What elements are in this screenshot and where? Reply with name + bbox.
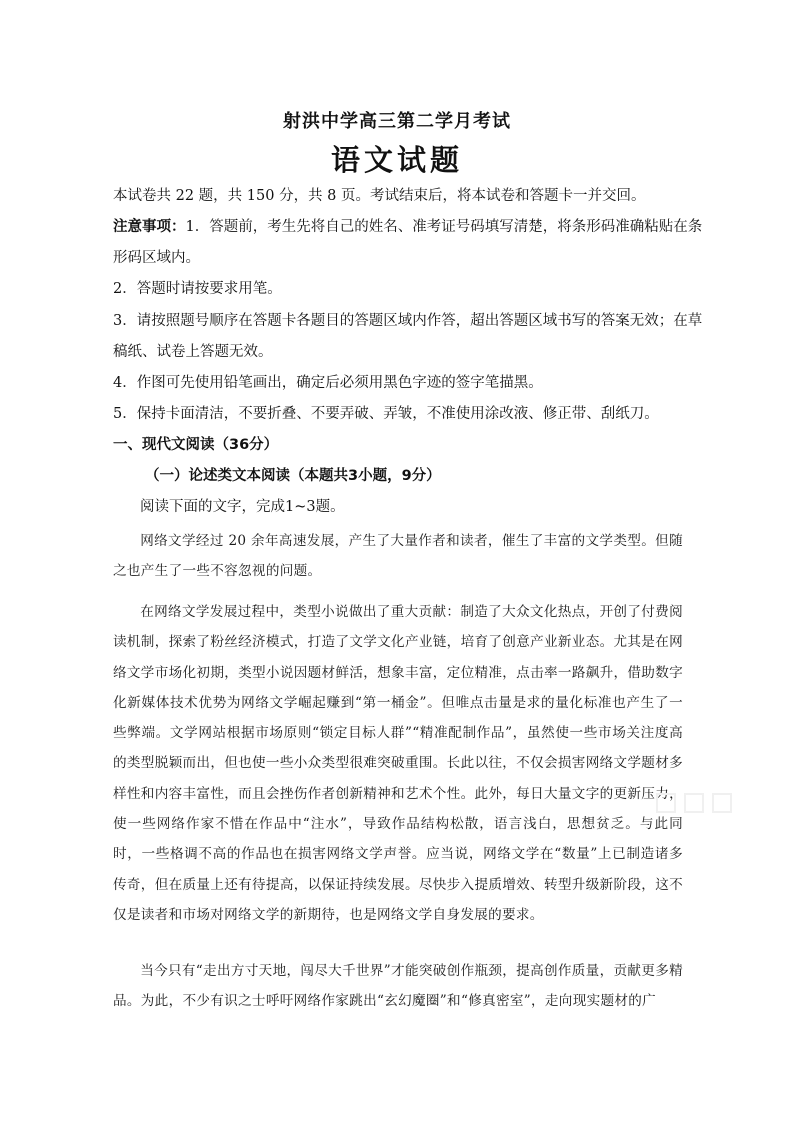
notice-item-5: 5．保持卡面清洁，不要折叠、不要弄破、弄皱，不准使用涂改液、修正带、刮纸刀。 — [113, 406, 659, 422]
school-title: 射洪中学高三第二学月考试 — [283, 111, 511, 132]
section-subheading: （一）论述类文本阅读（本题共3小题，9分） — [145, 468, 441, 484]
watermark-mark-icon — [655, 790, 745, 816]
notice-item-1-cont: 形码区域内。 — [113, 250, 200, 266]
watermark — [655, 790, 745, 822]
passage-paragraph-2: 在网络文学发展过程中，类型小说做出了重大贡献：制造了大众文化热点，开创了付费阅读机制，探索了粉丝经济模式，打造了文学文化产业链，培育了创意产业新业态。尤其是在网络文学市场化初期，类型小说因题材鲜活，想象丰富，定位精准，点击率一路飙升，借助数字化新媒体技术优势为网络文学崛起赚到“第一桶金”。但唯点击量是求的量化标准也产生了一些弊端。文学网站根据市场原则“锁定目标人群”“精准配制作品”，虽然使一些市场关注度高的类型脱颖而出，但也使一些小众类型很难突破重围。长此以往，不仅会损害网络文学题材多样性和内容丰富性，而且会挫伤作者创新精神和艺术个性。此外，每日大量文字的更新压力，使一些网络作家不惜在作品中“注水”，导致作品结构松散，语言浅白，思想贫乏。与此同时，一些格调不高的作品也在损害网络文学声誉。应当说，网络文学在“数量”上已制造诸多传奇，但在质量上还有待提高，以保证持续发展。尽快步入提质增效、转型升级新阶段，这不仅是读者和市场对网络文学的新期待，也是网络文学自身发展的要求。 — [113, 604, 683, 923]
notice-label: 注意事项： — [113, 219, 186, 235]
notice-item-1 — [113, 217, 703, 237]
notice-item-3-cont: 稿纸、试卷上答题无效。 — [113, 344, 273, 360]
passage-paragraph-3: 当今只有“走出方寸天地，闯尽大千世界”才能突破创作瓶颈，提高创作质量，贡献更多精品。为此，不少有识之士呼吁网络作家跳出“玄幻魔圈”和“修真密室”，走向现实题材的广 — [113, 963, 683, 1010]
notice-item-1-text: 1．答题前，考生先将自己的姓名、准考证号码填写清楚，将条形码准确粘贴在条 — [185, 219, 703, 235]
section-instruction: 阅读下面的文字，完成1~3题。 — [140, 499, 345, 515]
subject-title: 语文试题 — [330, 143, 463, 177]
notice-item-3: 3．请按照题号顺序在答题卡各题目的答题区域内作答，超出答题区域书写的答案无效；在草 — [113, 313, 703, 329]
exam-intro: 本试卷共 22 题，共 150 分，共 8 页。考试结束后，将本试卷和答题卡一并交回。 — [113, 188, 646, 204]
passage-paragraph-1: 网络文学经过 20 余年高速发展，产生了大量作者和读者，催生了丰富的文学类型。但随之也产生了一些不容忽视的问题。 — [113, 533, 683, 579]
notice-item-4: 4．作图可先使用铅笔画出，确定后必须用黑色字迹的签字笔描黑。 — [113, 375, 543, 391]
notice-item-2: 2．答题时请按要求用笔。 — [113, 281, 282, 297]
section-heading: 一、现代文阅读（36分） — [113, 437, 279, 453]
